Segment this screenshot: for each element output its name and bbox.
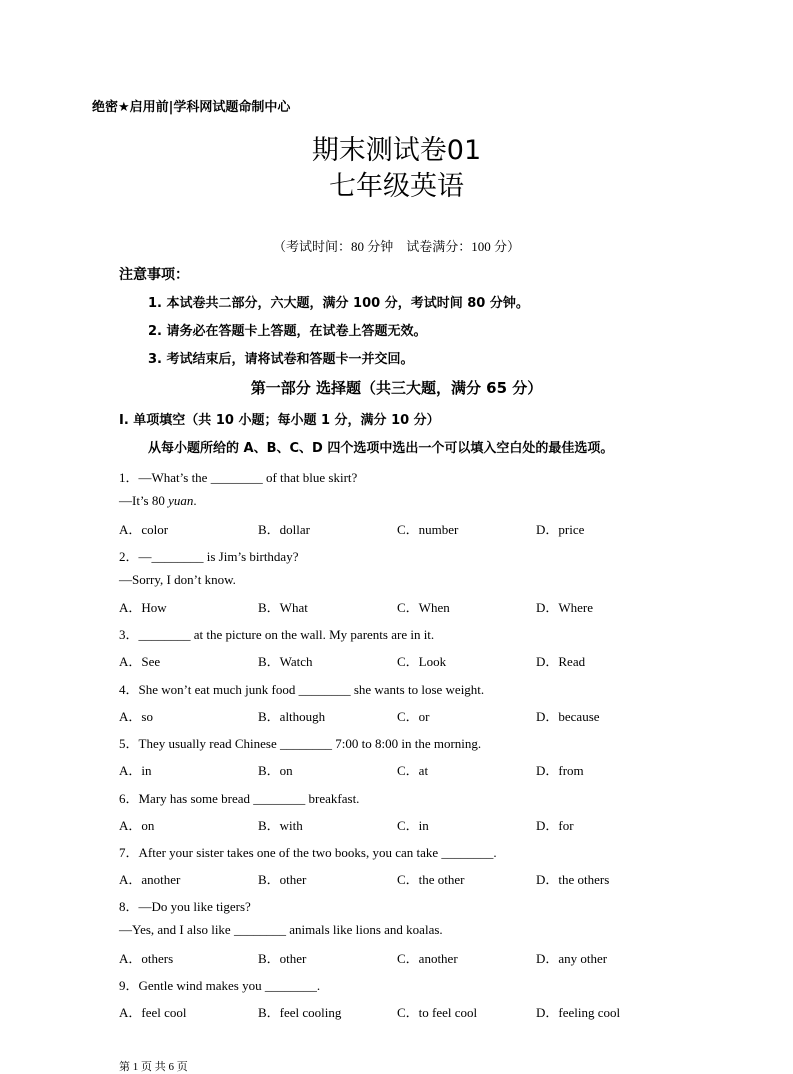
question-stem: 2．—________ is Jim’s birthday? [119, 549, 299, 564]
option-b: B．on [258, 763, 293, 778]
part-title: 第一部分 选择题（共三大题，满分 65 分） [250, 379, 543, 397]
option-a: A．in [119, 763, 152, 778]
option-a: A．color [119, 522, 169, 537]
exam-info: （考试时间：80 分钟 试卷满分：100 分） [272, 239, 520, 254]
option-b: B．other [258, 951, 307, 966]
option-c: C．number [397, 522, 459, 537]
question-response: —Yes, and I also like ________ animals like lions and koalas. [119, 922, 443, 937]
option-d: D．Read [536, 654, 586, 669]
question-stem: 6．Mary has some bread ________ breakfast. [119, 791, 360, 806]
option-c: C．Look [397, 654, 447, 669]
option-b: B．dollar [258, 522, 310, 537]
exam-subject: 七年级英语 [329, 171, 464, 202]
option-c: C．When [397, 600, 450, 615]
section-title: I. 单项填空（共 10 小题；每小题 1 分，满分 10 分） [119, 413, 440, 428]
question-response [119, 493, 197, 509]
question-stem: 4．She won’t eat much junk food ________ she wants to lose weight. [119, 682, 485, 697]
option-d: D．from [536, 763, 584, 778]
option-d: D．for [536, 818, 574, 833]
question-stem: 3．________ at the picture on the wall. My parents are in it. [119, 627, 435, 642]
option-d: D．the others [536, 872, 610, 887]
question-stem: 8．—Do you like tigers? [119, 899, 251, 914]
option-a: A．feel cool [119, 1005, 187, 1020]
option-a: A．another [119, 872, 181, 887]
option-b: B．What [258, 600, 308, 615]
option-d: D．feeling cool [536, 1005, 621, 1020]
option-c: C．the other [397, 872, 465, 887]
question-response: —Sorry, I don’t know. [119, 572, 236, 587]
option-b: B．with [258, 818, 303, 833]
option-a: A．others [119, 951, 174, 966]
option-b: B．feel cooling [258, 1005, 342, 1020]
section-instructions: 从每小题所给的 A、B、C、D 四个选项中选出一个可以填入空白处的最佳选项。 [148, 441, 614, 456]
option-b: B．although [258, 709, 326, 724]
notice-heading: 注意事项： [119, 267, 189, 283]
notice-item: 2. 请务必在答题卡上答题，在试卷上答题无效。 [148, 324, 427, 339]
option-a: A．on [119, 818, 155, 833]
question-response-text: —It’s 80 yuan. [119, 493, 197, 508]
option-a: A．so [119, 709, 153, 724]
question-stem: 5．They usually read Chinese ________ 7:00 to 8:00 in the morning. [119, 736, 482, 751]
header-label: 绝密★启用前|学科网试题命制中心 [92, 100, 291, 115]
option-d: D．any other [536, 951, 608, 966]
option-a: A．How [119, 600, 167, 615]
option-c: C．another [397, 951, 458, 966]
exam-title: 期末测试卷01 [311, 135, 482, 166]
option-c: C．at [397, 763, 429, 778]
notice-item: 3. 考试结束后，请将试卷和答题卡一并交回。 [148, 352, 414, 367]
option-a: A．See [119, 654, 161, 669]
option-c: C．in [397, 818, 429, 833]
option-b: B．other [258, 872, 307, 887]
option-c: C．or [397, 709, 430, 724]
option-c: C．to feel cool [397, 1005, 478, 1020]
question-stem: 1．—What’s the ________ of that blue skirt? [119, 470, 358, 485]
page-footer: 第 1 页 共 6 页 [119, 1061, 188, 1073]
option-d: D．Where [536, 600, 594, 615]
option-b: B．Watch [258, 654, 313, 669]
notice-item: 1. 本试卷共二部分，六大题，满分 100 分，考试时间 80 分钟。 [148, 296, 529, 311]
option-d: D．because [536, 709, 600, 724]
option-d: D．price [536, 522, 585, 537]
question-stem: 7．After your sister takes one of the two books, you can take ________. [119, 845, 497, 860]
question-stem: 9．Gentle wind makes you ________. [119, 978, 321, 993]
